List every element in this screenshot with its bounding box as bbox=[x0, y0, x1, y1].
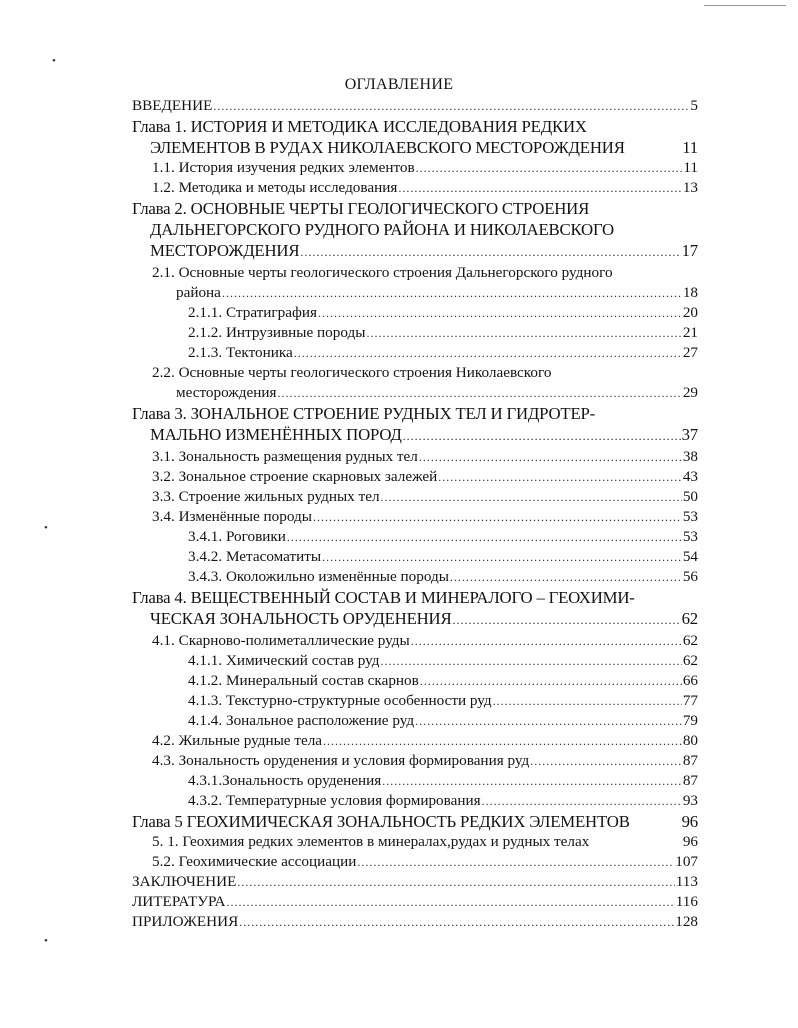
toc-chapter bbox=[132, 587, 698, 631]
dot-leader bbox=[450, 567, 682, 587]
dot-leader bbox=[313, 507, 682, 527]
dot-leader bbox=[239, 912, 674, 932]
dot-leader bbox=[382, 771, 682, 791]
toc-chapter bbox=[132, 811, 698, 832]
toc-entry-title: 4.1.2. Минеральный состав скарнов bbox=[188, 672, 419, 689]
page-number: 62 bbox=[681, 609, 698, 628]
page-number: 53 bbox=[682, 508, 698, 525]
dot-leader bbox=[222, 283, 682, 303]
toc-entry bbox=[132, 487, 698, 507]
page-number: 79 bbox=[682, 712, 698, 729]
page-number: 96 bbox=[682, 833, 698, 850]
toc-entry-title: ЧЕСКАЯ ЗОНАЛЬНОСТЬ ОРУДЕНЕНИЯ bbox=[150, 609, 452, 628]
page-number: 38 bbox=[682, 448, 698, 465]
page-number: 17 bbox=[681, 241, 698, 260]
dot-leader bbox=[403, 426, 681, 447]
toc-entry-title: 5. 1. Геохимия редких элементов в минералах,рудах и рудных телах bbox=[152, 833, 590, 850]
toc-entry-title: 4.1.3. Текстурно-структурные особенности руд bbox=[188, 692, 492, 709]
dot-leader bbox=[416, 158, 683, 178]
dot-leader bbox=[482, 791, 682, 811]
toc-entry bbox=[132, 527, 698, 547]
toc-entry-title: 4.1. Скарново-полиметаллические руды bbox=[152, 632, 410, 649]
page-number: 87 bbox=[682, 752, 698, 769]
dot-leader bbox=[357, 852, 674, 872]
page-number: 128 bbox=[675, 913, 698, 930]
toc-entry-title: Глава 3. ЗОНАЛЬНОЕ СТРОЕНИЕ РУДНЫХ ТЕЛ И ГИДРОТЕР- bbox=[132, 404, 596, 423]
toc-entry-title: 4.1.1. Химический состав руд bbox=[188, 652, 380, 669]
page-number: 62 bbox=[682, 652, 698, 669]
toc-entry-title: района bbox=[176, 284, 221, 301]
toc-chapter bbox=[132, 116, 698, 158]
dot-leader bbox=[300, 242, 680, 263]
dot-leader bbox=[380, 651, 681, 671]
toc-entry bbox=[132, 691, 698, 711]
margin-mark: • bbox=[44, 522, 48, 534]
toc-entry bbox=[132, 363, 698, 403]
dot-leader bbox=[322, 547, 682, 567]
dot-leader bbox=[318, 303, 682, 323]
toc-entry bbox=[132, 567, 698, 587]
toc-entry-title: 1.2. Методика и методы исследования bbox=[152, 179, 398, 196]
dot-leader bbox=[420, 671, 682, 691]
toc-entry-title: Глава 2. ОСНОВНЫЕ ЧЕРТЫ ГЕОЛОГИЧЕСКОГО СТРОЕНИЯ bbox=[132, 199, 590, 218]
page-number: 50 bbox=[682, 488, 698, 505]
toc-entry-title: 4.1.4. Зональное расположение руд bbox=[188, 712, 415, 729]
dot-leader bbox=[294, 343, 682, 363]
toc-entry bbox=[132, 96, 698, 116]
toc-entry-title: 3.4.3. Околожильно изменённые породы bbox=[188, 568, 449, 585]
page-number: 5 bbox=[690, 97, 698, 114]
dot-leader bbox=[530, 751, 682, 771]
page-number: 21 bbox=[682, 324, 698, 341]
toc-entry-title: 3.3. Строение жильных рудных тел bbox=[152, 488, 380, 505]
page-number: 96 bbox=[681, 812, 698, 831]
toc-entry bbox=[132, 912, 698, 932]
page-number: 54 bbox=[682, 548, 698, 565]
toc-entry-title: месторождения bbox=[176, 384, 277, 401]
toc-entry bbox=[132, 447, 698, 467]
dot-leader bbox=[419, 447, 682, 467]
toc-entry-title: 3.4. Изменённые породы bbox=[152, 508, 312, 525]
toc-entry bbox=[132, 832, 698, 852]
toc-entry-title: Глава 5 ГЕОХИМИЧЕСКАЯ ЗОНАЛЬНОСТЬ РЕДКИХ ЭЛЕМЕНТОВ bbox=[132, 812, 630, 831]
page-number: 29 bbox=[682, 384, 698, 401]
toc-entry-title: Глава 4. ВЕЩЕСТВЕННЫЙ СОСТАВ И МИНЕРАЛОГО – ГЕОХИМИ- bbox=[132, 588, 635, 607]
page-number: 11 bbox=[682, 138, 698, 157]
toc-entry-title: 4.3.1.Зональность оруденения bbox=[188, 772, 382, 789]
toc-entry bbox=[132, 711, 698, 731]
scan-edge-line bbox=[704, 5, 786, 6]
page-number: 11 bbox=[683, 159, 698, 176]
dot-leader bbox=[323, 731, 682, 751]
toc-entry bbox=[132, 872, 698, 892]
toc-entry bbox=[132, 263, 698, 303]
toc-entry bbox=[132, 178, 698, 198]
page-number: 77 bbox=[682, 692, 698, 709]
toc-entry-title: МАЛЬНО ИЗМЕНЁННЫХ ПОРОД bbox=[150, 425, 402, 444]
dot-leader bbox=[287, 527, 682, 547]
page-number: 66 bbox=[682, 672, 698, 689]
dot-leader bbox=[411, 631, 682, 651]
page-number: 18 bbox=[682, 284, 698, 301]
toc-entry-title: 2.2. Основные черты геологического строения Николаевского bbox=[152, 364, 552, 381]
page-number: 37 bbox=[681, 425, 698, 444]
toc-chapter bbox=[132, 403, 698, 447]
toc-entry bbox=[132, 507, 698, 527]
toc-entry-title: 3.4.1. Роговики bbox=[188, 528, 286, 545]
page-number: 62 bbox=[682, 632, 698, 649]
toc-entry-title: 5.2. Геохимические ассоциации bbox=[152, 853, 357, 870]
page-number: 43 bbox=[682, 468, 698, 485]
toc-entry bbox=[132, 751, 698, 771]
toc-entry-title: 2.1.3. Тектоника bbox=[188, 344, 293, 361]
dot-leader bbox=[381, 487, 682, 507]
toc-entry-title: 4.3.2. Температурные условия формирования bbox=[188, 792, 481, 809]
toc-entry-title: 2.1.1. Стратиграфия bbox=[188, 304, 317, 321]
toc-chapter bbox=[132, 198, 698, 263]
page-number: 80 bbox=[682, 732, 698, 749]
toc-entry bbox=[132, 467, 698, 487]
page-number: 20 bbox=[682, 304, 698, 321]
dot-leader bbox=[237, 872, 674, 892]
page-number: 113 bbox=[675, 873, 698, 890]
toc-entry bbox=[132, 631, 698, 651]
toc-entry-title: 3.4.2. Метасоматиты bbox=[188, 548, 322, 565]
toc-entry-title: 4.2. Жильные рудные тела bbox=[152, 732, 323, 749]
dot-leader bbox=[438, 467, 682, 487]
page-number: 87 bbox=[682, 772, 698, 789]
toc-entry bbox=[132, 671, 698, 691]
toc-entry-title: 2.1. Основные черты геологического строения Дальнегорского рудного bbox=[152, 264, 613, 281]
dot-leader bbox=[226, 892, 674, 912]
page-number: 27 bbox=[682, 344, 698, 361]
margin-mark: • bbox=[52, 55, 56, 67]
toc-entry bbox=[132, 771, 698, 791]
toc-entry-title: ПРИЛОЖЕНИЯ bbox=[132, 913, 239, 930]
page-number: 93 bbox=[682, 792, 698, 809]
dot-leader bbox=[493, 691, 682, 711]
margin-mark: • bbox=[44, 935, 48, 947]
page-number: 13 bbox=[682, 179, 698, 196]
toc-entry bbox=[132, 303, 698, 323]
dot-leader bbox=[278, 383, 682, 403]
toc-entry-title: 3.2. Зональное строение скарновых залежей bbox=[152, 468, 438, 485]
toc-entry-title: 2.1.2. Интрузивные породы bbox=[188, 324, 366, 341]
toc-entry-title: ДАЛЬНЕГОРСКОГО РУДНОГО РАЙОНА И НИКОЛАЕВСКОГО bbox=[150, 220, 614, 239]
toc-entry bbox=[132, 791, 698, 811]
dot-leader bbox=[452, 610, 680, 631]
toc-entry-title: ЛИТЕРАТУРА bbox=[132, 893, 226, 910]
dot-leader bbox=[366, 323, 681, 343]
table-of-contents bbox=[132, 96, 698, 932]
page-title: ОГЛАВЛЕНИЕ bbox=[344, 76, 454, 93]
toc-entry-title: ЗАКЛЮЧЕНИЕ bbox=[132, 873, 237, 890]
toc-entry bbox=[132, 158, 698, 178]
toc-entry bbox=[132, 547, 698, 567]
toc-entry-title: МЕСТОРОЖДЕНИЯ bbox=[150, 241, 300, 260]
toc-entry bbox=[132, 651, 698, 671]
toc-entry-title: 4.3. Зональность оруденения и условия формирования руд bbox=[152, 752, 530, 769]
page-number: 56 bbox=[682, 568, 698, 585]
toc-entry-title: ВВЕДЕНИЕ bbox=[132, 97, 213, 114]
toc-entry bbox=[132, 323, 698, 343]
toc-entry-title: 3.1. Зональность размещения рудных тел bbox=[152, 448, 418, 465]
toc-entry bbox=[132, 343, 698, 363]
page-number: 116 bbox=[675, 893, 698, 910]
toc-entry-title: ЭЛЕМЕНТОВ В РУДАХ НИКОЛАЕВСКОГО МЕСТОРОЖДЕНИЯ bbox=[150, 138, 625, 157]
toc-entry-title: Глава 1. ИСТОРИЯ И МЕТОДИКА ИССЛЕДОВАНИЯ РЕДКИХ bbox=[132, 117, 587, 136]
dot-leader bbox=[213, 96, 689, 116]
dot-leader bbox=[415, 711, 682, 731]
toc-entry bbox=[132, 731, 698, 751]
dot-leader bbox=[398, 178, 681, 198]
page-number: 53 bbox=[682, 528, 698, 545]
toc-entry bbox=[132, 852, 698, 872]
page-number: 107 bbox=[675, 853, 698, 870]
toc-entry-title: 1.1. История изучения редких элементов bbox=[152, 159, 415, 176]
toc-entry bbox=[132, 892, 698, 912]
